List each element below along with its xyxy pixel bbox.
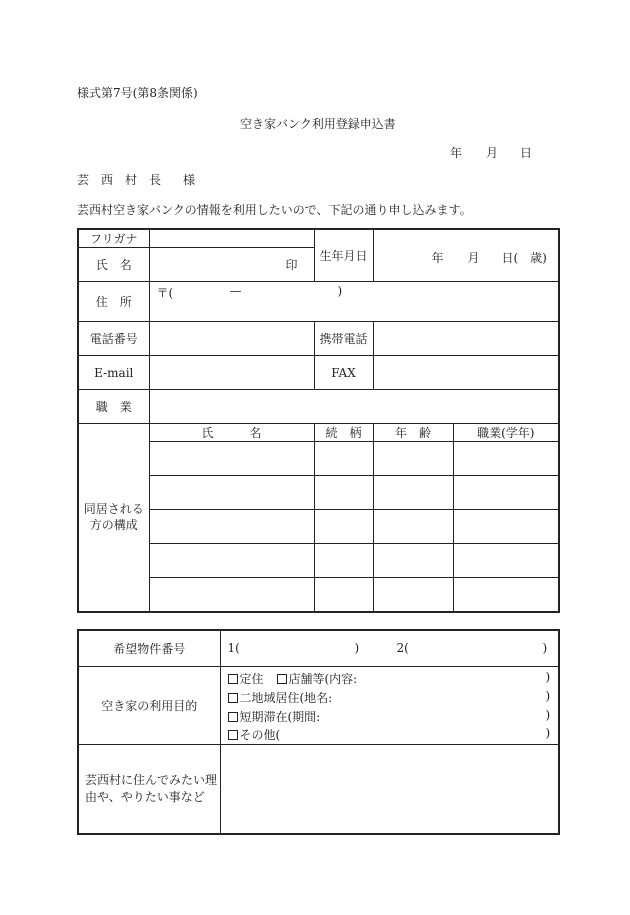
household-relation-cell[interactable] <box>314 476 373 510</box>
birth-month-label: 月 <box>467 250 480 265</box>
seal-mark: 印 <box>285 258 298 272</box>
household-col-occupation: 職業(学年) <box>453 424 559 442</box>
request-table <box>77 629 560 835</box>
date-month-label: 月 <box>486 146 499 160</box>
household-label-line1: 同居される <box>83 502 144 517</box>
name-label: 氏 名 <box>78 248 149 282</box>
reason-label-line1: 芸西村に住んでみたい理 <box>85 772 218 787</box>
furigana-label: フリガナ <box>78 229 149 248</box>
close-paren: ) <box>545 708 551 722</box>
household-row <box>78 510 559 544</box>
household-row <box>78 476 559 510</box>
household-relation-cell[interactable] <box>314 578 373 612</box>
household-name-cell[interactable] <box>149 510 314 544</box>
close-paren: ) <box>545 726 551 740</box>
address-label: 住 所 <box>78 282 149 322</box>
household-row <box>78 578 559 612</box>
household-occupation-cell[interactable] <box>453 578 559 612</box>
applicant-table <box>77 228 560 613</box>
household-col-name: 氏 名 <box>149 424 314 442</box>
checkbox-settle[interactable] <box>228 674 238 684</box>
household-occupation-cell[interactable] <box>453 544 559 578</box>
mobile-label: 携帯電話 <box>314 322 373 356</box>
birth-field[interactable] <box>373 229 559 282</box>
household-age-cell[interactable] <box>373 510 453 544</box>
household-relation-cell[interactable] <box>314 544 373 578</box>
household-name-cell[interactable] <box>149 578 314 612</box>
household-name-cell[interactable] <box>149 544 314 578</box>
intro-text: 芸西村空き家バンクの情報を利用したいので、下記の通り申し込みます。 <box>77 203 472 217</box>
birth-label: 生年月日 <box>314 229 373 282</box>
email-field[interactable] <box>149 356 314 390</box>
household-label-line2: 方の構成 <box>89 518 138 533</box>
property-2-close: ) <box>542 641 548 656</box>
occupation-field[interactable] <box>149 390 559 424</box>
property-number-field[interactable] <box>220 630 559 666</box>
household-age-cell[interactable] <box>373 578 453 612</box>
household-col-age: 年 齢 <box>373 424 453 442</box>
household-occupation-cell[interactable] <box>453 476 559 510</box>
reason-label-line2: 由や、やりたい事など <box>85 789 205 804</box>
household-age-cell[interactable] <box>373 544 453 578</box>
furigana-field[interactable] <box>149 229 314 248</box>
email-label: E-mail <box>78 356 149 390</box>
option-settle-label: 定住 <box>239 672 264 686</box>
household-col-relation: 続 柄 <box>314 424 373 442</box>
household-label <box>78 424 149 612</box>
date-day-label: 日 <box>520 146 533 160</box>
form-number: 様式第7号(第8条関係) <box>77 86 198 100</box>
household-occupation-cell[interactable] <box>453 442 559 476</box>
household-name-cell[interactable] <box>149 442 314 476</box>
name-field[interactable] <box>149 248 314 282</box>
household-relation-cell[interactable] <box>314 442 373 476</box>
option-other-label: その他( <box>239 728 281 742</box>
birth-day-age-label: 日( 歳) <box>501 250 547 265</box>
option-shop-label: 店舗等(内容: <box>288 672 358 686</box>
property-1-close: ) <box>354 641 360 656</box>
date-year-label: 年 <box>450 146 463 160</box>
fax-field[interactable] <box>373 356 559 390</box>
checkbox-dual-residence[interactable] <box>228 693 238 703</box>
postal-suffix: ) <box>337 284 343 298</box>
fax-label: FAX <box>314 356 373 390</box>
household-row <box>78 442 559 476</box>
checkbox-short-stay[interactable] <box>228 712 238 722</box>
property-1-open: 1( <box>227 641 240 656</box>
close-paren: ) <box>545 689 551 703</box>
household-relation-cell[interactable] <box>314 510 373 544</box>
reason-field[interactable] <box>220 744 559 834</box>
checkbox-other[interactable] <box>228 730 238 740</box>
purpose-options <box>220 666 559 744</box>
household-name-cell[interactable] <box>149 476 314 510</box>
occupation-label: 職 業 <box>78 390 149 424</box>
property-2-open: 2( <box>396 641 409 656</box>
purpose-label: 空き家の利用目的 <box>78 666 220 744</box>
addressee-honorific: 様 <box>183 173 196 187</box>
option-dual-residence-label: 二地域居住(地名: <box>239 691 333 705</box>
mobile-field[interactable] <box>373 322 559 356</box>
page-title: 空き家バンク利用登録申込書 <box>240 117 396 131</box>
address-field[interactable] <box>149 282 559 322</box>
postal-dash: — <box>229 284 242 298</box>
close-paren: ) <box>545 670 551 684</box>
addressee: 芸 西 村 長 <box>77 173 162 187</box>
postal-prefix: 〒( <box>156 286 174 300</box>
household-occupation-cell[interactable] <box>453 510 559 544</box>
option-short-stay-label: 短期滞在(期間: <box>239 710 321 724</box>
phone-field[interactable] <box>149 322 314 356</box>
checkbox-shop[interactable] <box>277 674 287 684</box>
birth-year-label: 年 <box>431 250 444 265</box>
property-number-label: 希望物件番号 <box>78 630 220 666</box>
household-age-cell[interactable] <box>373 476 453 510</box>
reason-label <box>78 744 220 834</box>
phone-label: 電話番号 <box>78 322 149 356</box>
household-row <box>78 544 559 578</box>
household-age-cell[interactable] <box>373 442 453 476</box>
